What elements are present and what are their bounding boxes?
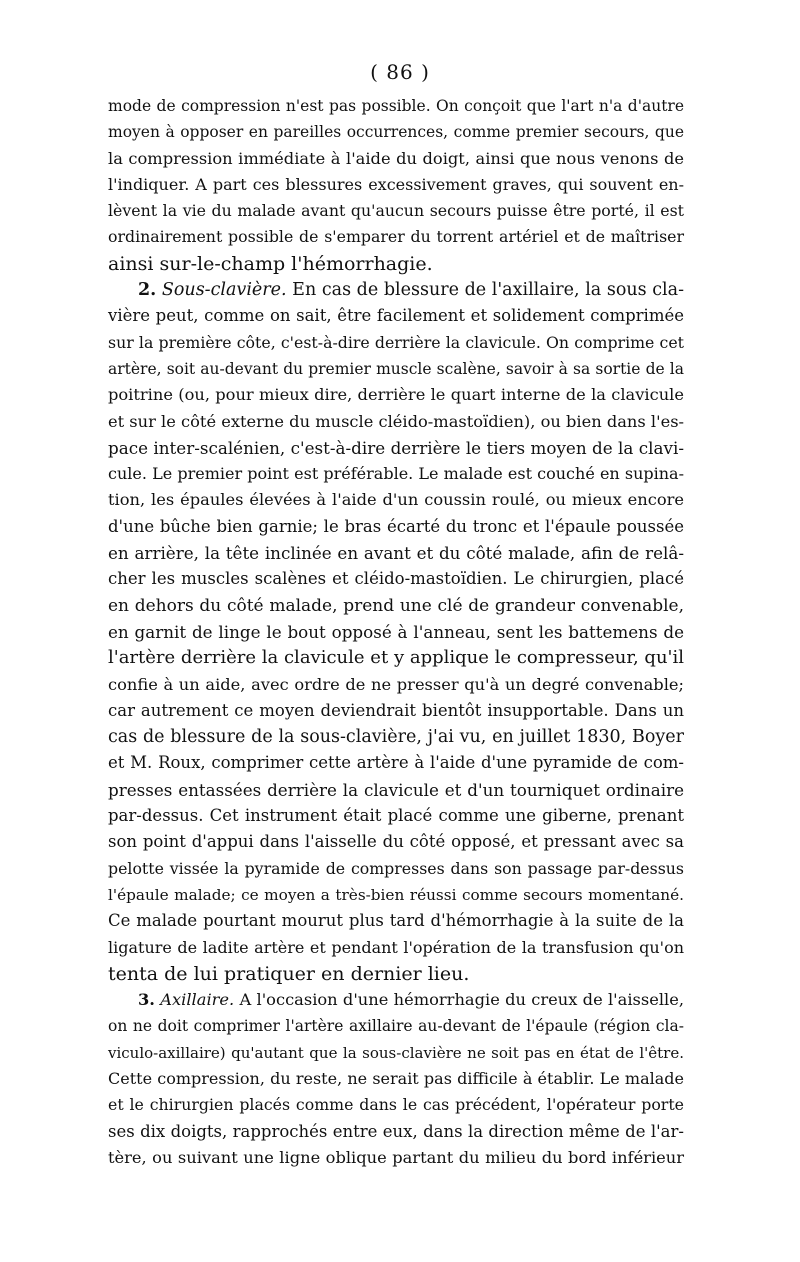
text-line: artère, soit au-devant du premier muscle scalène, savoir à sa sortie de la — [108, 359, 684, 378]
paragraph-sous-claviere — [108, 277, 684, 987]
text-line: ses dix doigts, rapprochés entre eux, dans la direction même de l'ar- — [108, 1121, 684, 1141]
text-line: l'indiquer. A part ces blessures excessivement graves, qui souvent en- — [108, 174, 684, 194]
text-line: cas de blessure de la sous-clavière, j'ai vu, en juillet 1830, Boyer — [108, 727, 684, 748]
text-line: tenta de lui pratiquer en dernier lieu. — [108, 962, 470, 985]
text-line: Cette compression, du reste, ne serait pas difficile à établir. Le malade — [108, 1068, 684, 1088]
text-line: par-dessus. Cet instrument était placé comme une giberne, prenant — [108, 806, 684, 826]
text-line: Ce malade pourtant mourut plus tard d'hémorrhagie à la suite de la — [108, 911, 684, 931]
section-heading-line — [108, 277, 684, 303]
text-line: l'artère derrière la clavicule et y applique le compresseur, qu'il — [108, 647, 684, 669]
text-fragment: En cas de blessure de l'axillaire, la sous cla- — [286, 280, 684, 301]
text-line: ordinairement possible de s'emparer du torrent artériel et de maîtriser — [108, 227, 684, 247]
text-line: cule. Le premier point est préférable. Le malade est couché en supina- — [108, 464, 684, 484]
text-line: d'une bûche bien garnie; le bras écarté du tronc et l'épaule poussée — [108, 516, 684, 536]
text-fragment: A l'occasion d'une hémorrhagie du creux de l'aisselle, — [234, 990, 684, 1010]
text-line: mode de compression n'est pas possible. On conçoit que l'art n'a d'autre — [108, 97, 684, 115]
text-line: en garnit de linge le bout opposé à l'anneau, sent les battemens de — [108, 621, 684, 642]
section-title: Axillaire. — [160, 990, 235, 1010]
text-line: tion, les épaules élevées à l'aide d'un coussin roulé, ou mieux encore — [108, 490, 684, 510]
body-text — [108, 93, 684, 1171]
page-number: ( 86 ) — [370, 60, 430, 84]
paragraph-axillaire — [108, 987, 684, 1171]
section-heading-line — [108, 987, 684, 1013]
text-line: et le chirurgien placés comme dans le cas précédent, l'opérateur porte — [108, 1095, 684, 1115]
text-line: tère, ou suivant une ligne oblique partant du milieu du bord inférieur — [108, 1147, 684, 1167]
text-line: et sur le côté externe du muscle cléido-mastoïdien), ou bien dans l'es- — [108, 411, 685, 431]
text-line: pace inter-scalénien, c'est-à-dire derrière le tiers moyen de la clavi- — [108, 437, 684, 458]
section-number: 2. — [138, 280, 157, 301]
text-line: l'épaule malade; ce moyen a très-bien réussi comme secours momentané. — [108, 885, 684, 904]
paragraph-1 — [108, 93, 684, 277]
text-line: la compression immédiate à l'aide du doigt, ainsi que nous venons de — [108, 148, 684, 168]
section-title: Sous-clavière. — [161, 280, 287, 301]
text-line: presses entassées derrière la clavicule et d'un tourniquet ordinaire — [108, 779, 684, 800]
section-number: 3. — [138, 990, 155, 1010]
text-line: en dehors du côté malade, prend une clé de grandeur convenable, — [108, 595, 684, 616]
text-line: on ne doit comprimer l'artère axillaire au-devant de l'épaule (région cla- — [108, 1017, 684, 1036]
text-line: confie à un aide, avec ordre de ne presser qu'à un degré convenable; — [108, 674, 684, 694]
text-line: moyen à opposer en pareilles occurrences, comme premier secours, que — [108, 123, 684, 142]
text-line: lèvent la vie du malade avant qu'aucun secours puisse être porté, il est — [108, 201, 684, 221]
text-line: pelotte vissée la pyramide de compresses dans son passage par-dessus — [108, 858, 684, 878]
text-line: vière peut, comme on sait, être facilement et solidement comprimée — [108, 306, 684, 326]
text-line: ainsi sur-le-champ l'hémorrhagie. — [108, 252, 433, 275]
text-line: et M. Roux, comprimer cette artère à l'aide d'une pyramide de com- — [108, 753, 684, 773]
text-line: sur la première côte, c'est-à-dire derrière la clavicule. On comprime cet — [108, 332, 684, 352]
text-line: en arrière, la tête inclinée en avant et du côté malade, afin de relâ- — [108, 543, 684, 564]
text-line: cher les muscles scalènes et cléido-mastoïdien. Le chirurgien, placé — [108, 569, 684, 589]
text-line: car autrement ce moyen deviendrait bientôt insupportable. Dans un — [108, 700, 684, 720]
text-line: son point d'appui dans l'aisselle du côté opposé, et pressant avec sa — [108, 832, 684, 852]
text-line: poitrine (ou, pour mieux dire, derrière le quart interne de la clavicule — [108, 385, 684, 405]
text-line: ligature de ladite artère et pendant l'opération de la transfusion qu'on — [108, 937, 684, 957]
text-line: viculo-axillaire) qu'autant que la sous-clavière ne soit pas en état de l'être. — [108, 1043, 684, 1062]
